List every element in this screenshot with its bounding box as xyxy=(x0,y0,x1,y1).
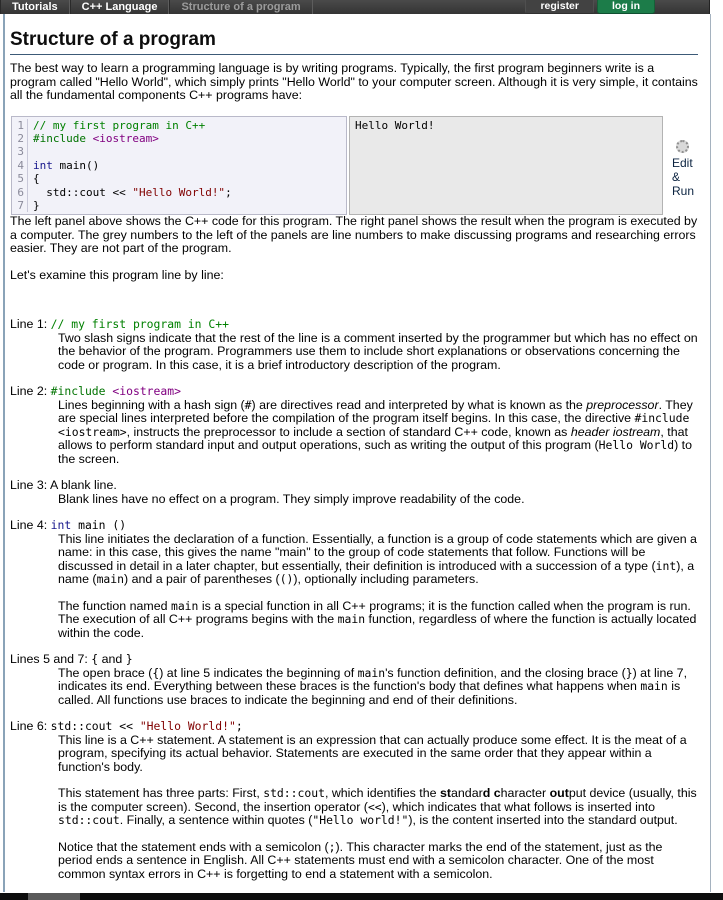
bottom-bar-segment xyxy=(28,893,80,900)
code-line xyxy=(12,172,346,185)
inline-cmt: // my first program in C++ xyxy=(33,118,206,132)
nav-tabs xyxy=(0,0,313,14)
inline-c: std::cout xyxy=(58,813,120,828)
inline-c: } xyxy=(625,665,633,680)
title-rule xyxy=(10,54,698,55)
inline-b: d xyxy=(482,786,491,801)
inline-c: { xyxy=(91,652,99,667)
inline-c: "Hello world!" xyxy=(312,813,409,828)
inline-c: { xyxy=(152,665,160,680)
inline-pre: #include xyxy=(50,384,113,399)
tutorial-section xyxy=(10,318,698,372)
inline-c: Hello World xyxy=(598,438,675,453)
code-line xyxy=(12,119,346,132)
inline-i: preprocessor xyxy=(586,397,659,412)
inline-str: "Hello World!" xyxy=(132,185,226,199)
line-by-line-sections xyxy=(10,318,698,881)
inline-kw: int xyxy=(50,518,72,533)
nav-buttons xyxy=(525,0,655,14)
inline-cmt: // my first program in C++ xyxy=(50,317,229,332)
code-compare-box xyxy=(11,116,698,216)
bottom-bar xyxy=(0,893,723,900)
code-text: std::cout << "Hello World!"; xyxy=(33,185,232,199)
top-nav-bar xyxy=(0,0,710,14)
line-number: 3 xyxy=(12,145,28,158)
line-number: 7 xyxy=(12,199,28,212)
tutorial-section xyxy=(10,519,698,640)
inline-c: main xyxy=(170,598,199,613)
inline-c: main xyxy=(357,665,386,680)
line-number: 5 xyxy=(12,172,28,185)
code-line xyxy=(12,132,346,145)
inline-c: main () xyxy=(71,518,127,533)
line-number: 6 xyxy=(12,186,28,199)
page-title: Structure of a program xyxy=(10,29,216,50)
section-paragraph: The function named main is a special function in all C++ programs; it is the function called when the program is run. The execution of all C++ programs begins with the main function, regardless of where the function is actually located within the code. xyxy=(58,598,697,640)
register-button[interactable]: register xyxy=(525,0,594,14)
inline-c: << xyxy=(367,799,382,814)
section-paragraph: Two slash signs indicate that the rest of the line is a comment inserted by the programmer but which has no effect on the behavior of the program. Programmers use them to include short explanations or observations concerning the code or program. In this case, it is a brief introductory description of the program. xyxy=(58,330,698,372)
edit-and-run-link[interactable] xyxy=(672,140,694,216)
section-paragraph: This statement has three parts: First, std::cout, which identifies the standard character output device (usually, this is the computer screen). Second, the insertion operator (<<), which indicates that what follows is inserted into std::cout. Finally, a sentence within quotes ("Hello world!"), is the content inserted into the standard output. xyxy=(58,786,697,828)
edit-and-run-label xyxy=(672,156,694,198)
inline-b: st xyxy=(439,786,452,801)
line-number: 4 xyxy=(12,159,28,172)
nav-tab-structure-of-a-program[interactable]: Structure of a program xyxy=(169,0,312,14)
section-heading: Line 3: A blank line. xyxy=(10,478,117,493)
inline-c: int xyxy=(655,558,677,573)
inline-c: main xyxy=(96,572,125,587)
inline-kw: int xyxy=(33,158,53,172)
nav-tab-tutorials[interactable]: Tutorials xyxy=(0,0,70,14)
code-text: int main() xyxy=(33,158,100,172)
section-heading: Line 4: int main () xyxy=(10,518,127,533)
code-text xyxy=(28,145,40,158)
inline-b: out xyxy=(549,786,569,801)
inline-c: # xyxy=(244,397,252,412)
lets-examine-paragraph: Let's examine this program line by line: xyxy=(10,267,224,282)
line-number: 1 xyxy=(12,119,28,132)
code-text: } xyxy=(33,198,40,212)
section-paragraph: Notice that the statement ends with a semicolon (;). This character marks the end of the statement, just as the period ends a sentence in English. All C++ statements must end with a semicolon character. One of the most common syntax errors in C++ is forgetting to end a statement with a semicolon. xyxy=(58,839,663,881)
inline-c: main xyxy=(640,679,668,694)
tutorial-section xyxy=(10,385,698,466)
section-paragraph: This line initiates the declaration of a function. Essentially, a function is a group of code statements which are given a name: in this case, this gives the name "main" to the group of code statements that follow. Functions will be discussed in detail in a later chapter, but essentially, their definition is introduced with a succession of a type (int), a name (main) and a pair of parentheses (()), optionally including parameters. xyxy=(58,531,697,587)
code-line xyxy=(12,159,346,172)
after-code-paragraph: The left panel above shows the C++ code for this program. The right panel shows the result when the program is executed by a computer. The grey numbers to the left of the panels are line numbers to make discussing programs and researching errors easier. They are not part of the program. xyxy=(10,214,698,256)
edit-run-word: Edit xyxy=(672,155,693,170)
output-panel: Hello World! xyxy=(349,116,663,216)
inline-c: ; xyxy=(235,719,243,734)
login-button[interactable]: log in xyxy=(597,0,655,14)
nav-tab-c-language[interactable]: C++ Language xyxy=(70,0,170,14)
inline-c: std::cout << xyxy=(50,719,140,734)
tutorial-section xyxy=(10,720,698,881)
code-panel xyxy=(11,116,347,216)
section-heading: Line 6: std::cout << "Hello World!"; xyxy=(10,719,243,734)
code-text xyxy=(28,132,159,145)
page-content xyxy=(3,14,711,892)
section-heading: Lines 5 and 7: { and } xyxy=(10,652,133,667)
inline-c: ; xyxy=(328,839,336,854)
gear-icon xyxy=(676,140,689,153)
edit-run-word: & xyxy=(672,169,681,184)
code-line xyxy=(12,199,346,212)
inline-c: } xyxy=(125,652,133,667)
section-paragraph: This line is a C++ statement. A statement is an expression that can actually produce some effect. It is the meat of a program, specifying its actual behavior. Statements are executed in the same order that they appear within a function's body. xyxy=(58,732,687,774)
code-text xyxy=(28,119,205,132)
line-number: 2 xyxy=(12,132,28,145)
inline-hdr: <iostream> xyxy=(92,131,159,145)
edit-run-word: Run xyxy=(672,183,695,198)
code-line xyxy=(12,145,346,158)
inline-i: header iostream xyxy=(570,424,661,439)
inline-hdr: <iostream> xyxy=(112,384,181,399)
inline-b: c xyxy=(493,786,501,801)
tutorial-section xyxy=(10,479,698,506)
code-line xyxy=(12,186,346,199)
inline-pre: #include xyxy=(33,131,93,145)
section-heading: Line 2: #include <iostream> xyxy=(10,384,181,399)
inline-c: main xyxy=(337,612,366,627)
tutorial-section xyxy=(10,653,698,707)
section-paragraph: The open brace ({) at line 5 indicates the beginning of main's function definition, and the closing brace (}) at line 7, indicates its end. Everything between these braces is the function's body that defines what happens when main is called. All functions use braces to indicate the beginning and end of their definitions. xyxy=(58,665,688,707)
section-paragraph: Blank lines have no effect on a program. They simply improve readability of the code. xyxy=(58,491,525,506)
inline-c: #include <iostream> xyxy=(58,411,690,439)
inline-str: "Hello World!" xyxy=(139,719,236,734)
section-heading: Line 1: // my first program in C++ xyxy=(10,317,229,332)
intro-paragraph: The best way to learn a programming language is by writing programs. Typically, the first program beginners write is a program called "Hello World", which simply prints "Hello World" to your computer screen. Although it is very simple, it contains all the fundamental components C++ programs have: xyxy=(10,61,698,102)
code-text: { xyxy=(33,172,40,186)
inline-c: () xyxy=(279,572,294,587)
section-paragraph: Lines beginning with a hash sign (#) are directives read and interpreted by what is known as the preprocessor. They are special lines interpreted before the compilation of the program itself begins. In this case, the directive #include <iostream>, instructs the preprocessor to include a section of standard C++ code, known as header iostream, that allows to perform standard input and output operations, such as writing the output of this program (Hello World) to the screen. xyxy=(58,397,693,466)
inline-c: std::cout xyxy=(263,786,325,801)
